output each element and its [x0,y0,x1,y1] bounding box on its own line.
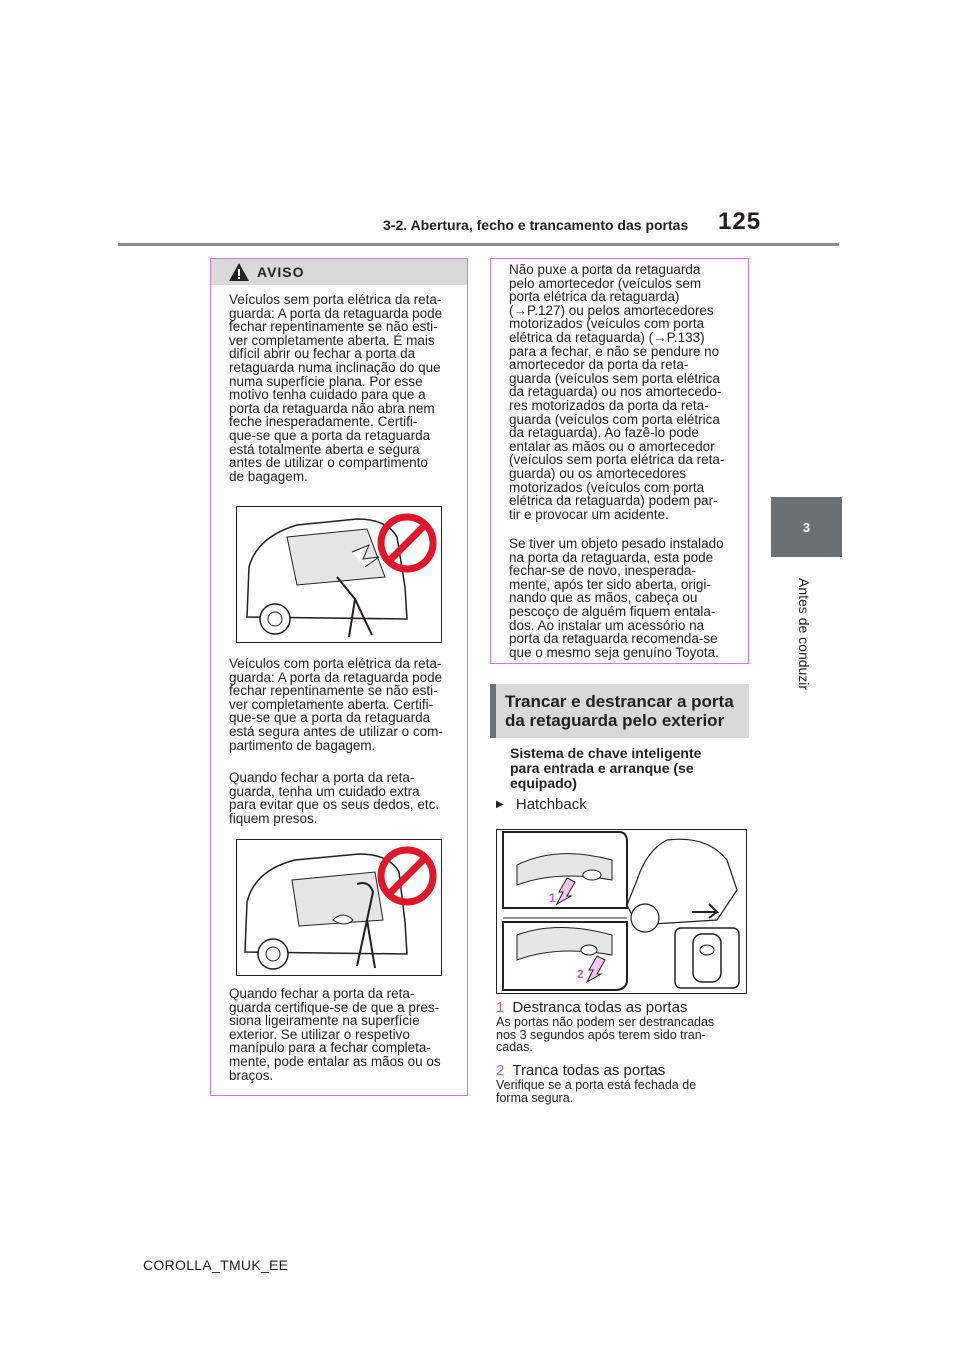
step-1: 1 Destranca todas as portas As portas não podem ser destrancadas nos 3 segundos após terem sido tran- cadas. [496,999,715,1054]
chapter-number: 3 [802,519,811,535]
section-heading-bar [490,684,496,738]
step-number: 2 [496,1062,505,1079]
step-title: Destranca todas as portas [512,999,688,1016]
callout-2: 2 [577,967,584,981]
section-heading: Trancar e destrancar a porta da retaguarda pelo exterior [505,692,734,730]
warning-heading: AVISO [257,264,305,280]
chapter-title: Antes de conduzir [796,578,812,691]
illustration-hatchback-buttons [496,829,747,994]
model-code: COROLLA_TMUK_EE [143,1257,289,1273]
warning-triangle-icon [228,262,250,282]
car-closing-illustration [237,840,441,975]
illustration-manual-tailgate [236,506,442,643]
car-tailgate-illustration [237,507,441,642]
callout-1: 1 [549,891,556,905]
subheading: Sistema de chave inteligente para entrada e arranque (se equipado) [510,745,702,791]
warning-paragraph-2: Veículos com porta elétrica da reta- guarda: A porta da retaguarda pode fechar repentinamente se não esti- ver completamente aberta. Certifi- que-se que a porta da retaguarda está segura antes de utilizar o com- partimento de bagagem. [229,656,443,753]
continuation-paragraph-1: Não puxe a porta da retaguarda pelo amortecedor (veículos sem porta elétrica da retaguarda) (→P.127) ou pelos amortecedores motorizados (veículos com porta elétrica da retaguarda) (→P.133) para a fechar, e não se pendure no amortecedor da porta da reta- guarda (veículos sem porta elétrica da retaguarda) ou nos amortecedo- res motorizados da porta da reta- guarda (veículos com porta elétrica da retaguarda). Ao fazê-lo pode entalar as mãos ou o amortecedor (veículos sem porta elétrica da reta- guarda) ou os amortecedores motorizados (veículos com porta elétrica da retaguarda) podem par- tir e provocar um acidente. [509,262,725,522]
step-number: 1 [496,999,505,1016]
variant-label: ▶ Hatchback [496,796,587,813]
warning-paragraph-3: Quando fechar a porta da reta- guarda, tenha um cuidado extra para evitar que os seus dedos, etc. fiquem presos. [229,770,440,826]
step-2: 2 Tranca todas as portas Verifique se a porta está fechada de forma segura. [496,1062,697,1105]
header-divider [118,243,839,246]
step-title: Tranca todas as portas [512,1062,666,1079]
warning-paragraph-4: Quando fechar a porta da reta- guarda certifique-se de que a pres- siona ligeiramente na superfície exterior. Se utilizar o respetivo manípulo para a fechar completa- mente, pode entalar as mãos ou os braços. [229,986,441,1083]
triangle-bullet-icon: ▶ [496,799,504,810]
section-title: 3-2. Abertura, fecho e trancamento das portas [383,217,689,233]
page-number: 125 [718,208,762,235]
warning-paragraph-1: Veículos sem porta elétrica da reta- guarda: A porta da retaguarda pode fechar repentinamente se não esti- ver completamente aberta. É mais difícil abrir ou fechar a porta da retaguarda numa inclinação do que numa superfície plana. Por esse motivo tenha cuidado para que a porta da retaguarda não abra nem feche inesperadamente. Certifi- que-se que a porta da retaguarda está totalmente aberta e segura antes de utilizar o compartimento de bagagem. [229,292,443,484]
illustration-power-tailgate [236,839,442,976]
continuation-paragraph-2: Se tiver um objeto pesado instalado na porta da retaguarda, esta pode fechar-se de novo, inesperada- mente, após ter sido aberta, origi- nando que as mãos, cabeça ou pescoço de alguém fiquem entala- dos. Ao instalar um acessório na porta da retaguarda recomenda-se que o mesmo seja genuíno Toyota. [509,536,724,660]
tailgate-switch-illustration [497,830,746,993]
chapter-tab[interactable] [771,497,842,557]
